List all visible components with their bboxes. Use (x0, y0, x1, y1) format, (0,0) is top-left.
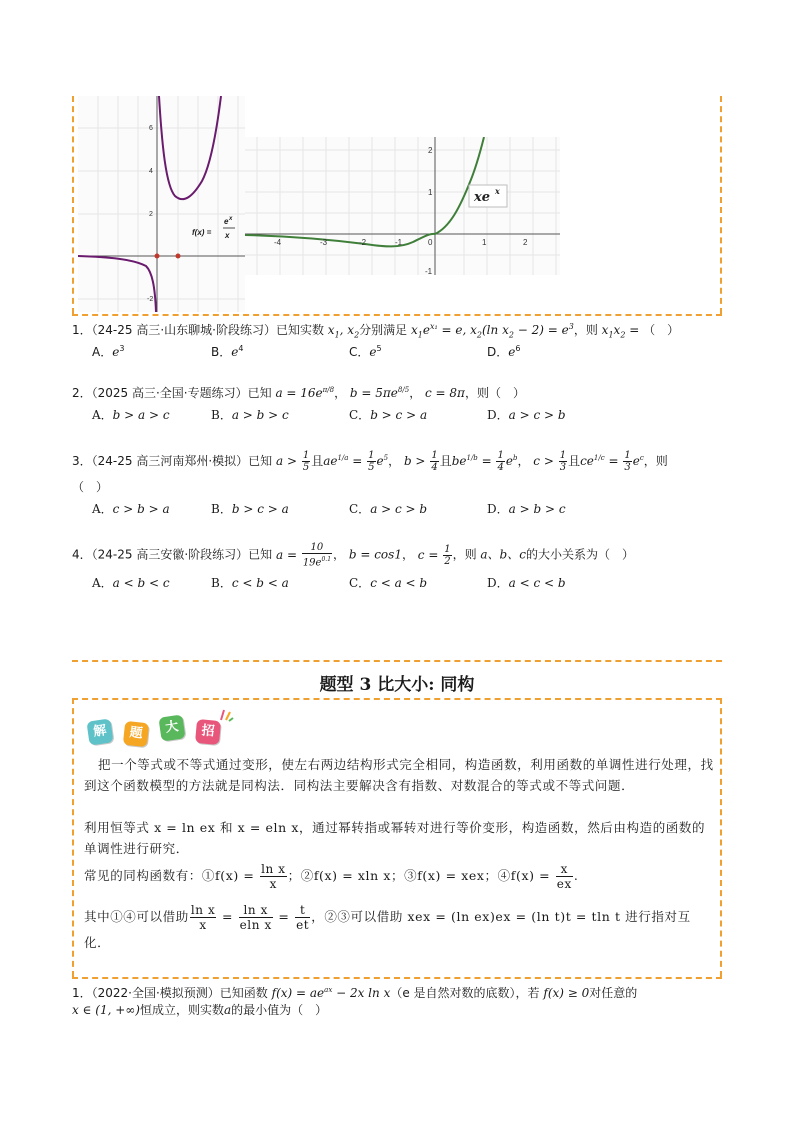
option-a[interactable]: A．$e^3$ (92, 344, 125, 359)
math-b-def: $b = 5\pi e^{8/5}$ (349, 386, 410, 400)
option-b[interactable]: B．$e^4$ (211, 344, 244, 359)
method-paragraph-1: 把一个等式或不等式通过变形，使左右两边结构形式完全相同，构造函数，利用函数的单调性进行处理，找到这个函数模型的方法就是同构法．同构法主要解决含有指数、对数混合的等式或不等式问题． (84, 757, 714, 793)
label-xex-sup: x (495, 186, 500, 196)
badge-char-1: 解 (86, 718, 113, 745)
box-right-border (720, 698, 722, 977)
question-2: 2．（2025 高三·全国·专题练习）已知 $a = 16e^{\pi/8}$， $b = 5\pi e^{8/5}$， c = 8π，则（ ） (72, 386, 525, 400)
question-number: 4． (72, 547, 92, 562)
x-tick-neg2: -2 (359, 238, 367, 247)
question-text-end: ，则（ ） (464, 386, 525, 400)
question-1 (72, 319, 679, 343)
question-text: 分别满足 (359, 323, 408, 337)
y-tick-1-right: 1 (428, 188, 433, 197)
question-source: （24-25 高三·山东聊城·阶段练习）已知实数 (91, 323, 324, 337)
badge-char-2: 题 (123, 721, 149, 747)
section-title: 题型 3 比大小: 同构 (319, 675, 475, 695)
badge-char-4: 招 (195, 719, 221, 745)
point-red-2 (176, 254, 181, 259)
math-product: $x_1x_2$ = (601, 323, 640, 340)
math-fx-cond: f(x) ≥ 0 (543, 986, 590, 1000)
x-tick-2: 2 (523, 238, 528, 247)
x-tick-neg4: -4 (274, 238, 282, 247)
question-number: 3． (72, 454, 92, 468)
graph-x-times-ex (245, 137, 560, 275)
math-b-cond: b > $\frac{1}{4}$ (403, 450, 438, 473)
math-a-def: $a = 16e^{\pi/8}$ (275, 386, 335, 400)
x-tick-1: 1 (482, 238, 487, 247)
math-a-def: a = $\frac{10}{19e^{0.1}}$ (275, 542, 332, 569)
frame-right-border (720, 96, 722, 314)
frame-left-border (72, 96, 74, 314)
label-fx-num-sup: x (229, 216, 233, 222)
question-text-end: ，则 (573, 323, 598, 337)
option-d[interactable]: D．a > c > b (487, 408, 566, 422)
option-a[interactable]: A．c > b > a (92, 502, 170, 516)
math-condition: $x_1e^{x_1} = e$, $x_2(\ln$ $x_2 - 2) = e^3$ (411, 322, 574, 340)
sparkle-icon (218, 708, 234, 722)
question-4: 4．（24-25 高三安徽·阶段练习）已知 a = $\frac{10}{19e^{0.1}}$ ， b = cos1， c = $\frac{1}{2}$ ，则 a、b、c的大小关系为（ ） (72, 542, 634, 569)
section-divider (72, 660, 722, 662)
answer-blank: （ ） (72, 480, 109, 494)
question-source: （24-25 高三安徽·阶段练习）已知 (91, 547, 273, 562)
math-a-cond: a > $\frac{1}{5}$ (275, 450, 310, 473)
option-a[interactable]: A．b > a > c (92, 408, 170, 422)
label-fx-num: e (224, 217, 229, 226)
question-number: 2． (72, 386, 92, 400)
answer-blank: （ ） (643, 323, 680, 337)
tips-badge (84, 708, 234, 752)
y-tick-neg2: -2 (147, 296, 154, 303)
box-left-border (72, 698, 74, 977)
option-b[interactable]: B．a > b > c (211, 408, 289, 422)
label-fx: f(x) = (192, 228, 212, 237)
math-x1x2: $x_1$, $x_2$ (327, 323, 360, 340)
option-c[interactable]: C．$e^5$ (349, 344, 382, 359)
option-c[interactable]: C．c < a < b (349, 576, 428, 590)
frame-bottom-border (72, 314, 722, 316)
math-domain: x ∈ (1, +∞) (72, 1003, 140, 1017)
label-xex: xe (474, 190, 491, 205)
option-b[interactable]: B．c < b < a (211, 576, 289, 590)
y-tick-2: 2 (149, 211, 153, 218)
graph-ex-over-x (78, 96, 245, 312)
y-tick-neg1-right: -1 (425, 267, 433, 275)
question-source: （24-25 高三河南郑州·模拟）已知 (91, 454, 273, 468)
y-tick-4: 4 (149, 168, 153, 175)
question-number: 1． (72, 323, 92, 337)
math-fx-def: $f(x) = ae^{ax} - 2x$ ln x (271, 986, 391, 1000)
option-d[interactable]: D．$e^6$ (487, 344, 521, 359)
badge-char-3: 大 (158, 714, 185, 741)
y-tick-6: 6 (149, 125, 153, 132)
option-d[interactable]: D．a > b > c (487, 502, 566, 516)
box-top-border (72, 698, 722, 700)
label-fx-den: x (225, 231, 230, 240)
math-c-def: c = 8π (425, 386, 465, 400)
point-red-1 (155, 254, 160, 259)
method-paragraph-3: 常见的同构函数有：①f(x) = $\frac{\text{ln x}}{x}$ ；②f(x) = xln x；③f(x) = xex；④f(x) = $\frac{x}{ex}$ . (84, 862, 579, 891)
math-b-def: b = cos1 (348, 547, 402, 562)
x-tick-neg3: -3 (320, 238, 328, 247)
question-s3-1-line2: x ∈ (1, +∞)恒成立，则实数a的最小值为（ ） (72, 1003, 328, 1017)
option-d[interactable]: D．a < c < b (487, 576, 566, 590)
question-3: 3．（24-25 高三河南郑州·模拟）已知 a > $\frac{1}{5}$ 且$ae^{1/a}$ = $\frac{1}{5}$ $e^5$， b > $\frac{1}{4}$ 且$be^{1/b}$ = $\frac{1}{4}$ $e^b$， c > $\frac{1}{3}$ 且$ce^{1/c}$ = $\frac{1}{3}$ $e^c$，则 (72, 450, 668, 473)
option-c[interactable]: C．a > c > b (349, 502, 428, 516)
method-paragraph-2: 利用恒等式 x = ln ex 和 x = eln x，通过幂转指或幂转对进行等价变形，构造函数，然后由构造的函数的单调性进行研究． (84, 820, 706, 856)
method-paragraph-4: 其中①④可以借助 $\frac{\text{ln x}}{x}$ = $\frac{\text{ln x}}{\text{eln x}}$ = $\frac{t}{et}$ ，②③可以借助 xex = (ln ex)ex = (ln t)t = tln t 进行指对互化． (84, 903, 691, 950)
option-a[interactable]: A．a < b < c (92, 576, 170, 590)
x-tick-0: 0 (428, 238, 433, 247)
box-bottom-border (72, 977, 722, 979)
option-b[interactable]: B．b > c > a (211, 502, 289, 516)
question-source: （2025 高三·全国·专题练习）已知 (91, 386, 272, 400)
math-c-def: c = $\frac{1}{2}$ (417, 543, 451, 567)
option-c[interactable]: C．b > c > a (349, 408, 428, 422)
question-s3-1: 1．（2022·全国·模拟预测）已知函数 $f(x) = ae^{ax} - 2x$ ln x（e 是自然对数的底数），若 f(x) ≥ 0对任意的 (72, 986, 638, 1000)
math-c-cond: c > $\frac{1}{3}$ (533, 450, 567, 473)
x-tick-neg1: -1 (395, 238, 403, 247)
y-tick-2-right: 2 (428, 146, 433, 155)
